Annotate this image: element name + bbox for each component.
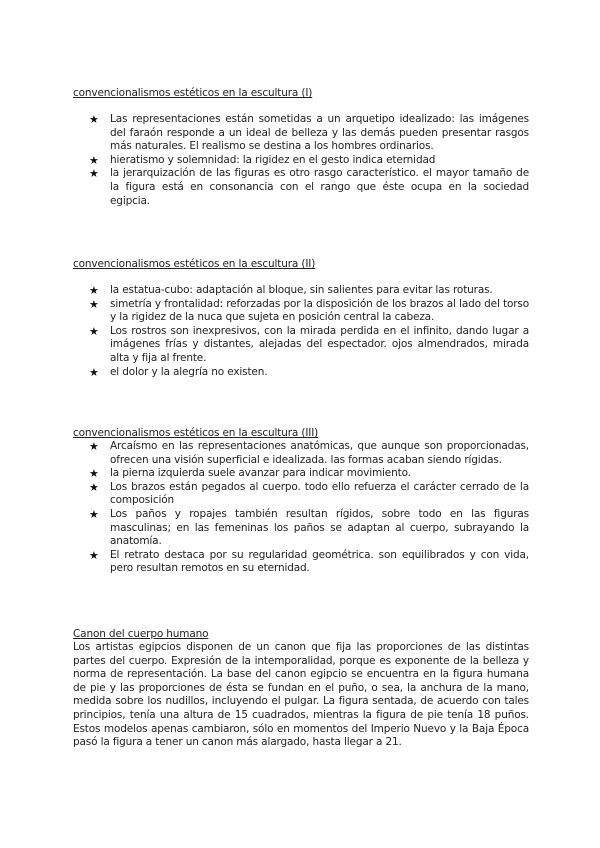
section-1 <box>73 86 529 208</box>
list-item <box>73 481 529 508</box>
list-item-text: simetría y frontalidad: reforzadas por la disposición de los brazos al lado del torso y la rigidez de la nuca que sujeta en posición central la cabeza. <box>110 297 529 324</box>
list-item <box>73 467 529 481</box>
star-bullet-icon: ★ <box>89 480 99 494</box>
list-item <box>73 154 529 168</box>
list-item <box>73 440 529 467</box>
section-3 <box>73 426 529 576</box>
star-bullet-icon: ★ <box>89 324 99 338</box>
list-item-text: El retrato destaca por su regularidad geométrica. son equilibrados y con vida, pero resultan remotos en su eternidad. <box>110 548 529 575</box>
list-item <box>73 113 529 154</box>
section-2 <box>73 257 529 379</box>
star-bullet-icon: ★ <box>89 297 99 311</box>
star-bullet-icon: ★ <box>89 365 99 379</box>
section-3-heading: convencionalismos estéticos en la escultura (III) <box>73 427 319 439</box>
list-item <box>73 284 529 298</box>
section-1-heading: convencionalismos estéticos en la escultura (I) <box>73 87 313 99</box>
list-item-text: hieratismo y solemnidad: la rigidez en el gesto indica eternidad <box>110 153 436 166</box>
list-item-text: el dolor y la alegría no existen. <box>110 365 268 378</box>
list-item <box>73 508 529 549</box>
star-bullet-icon: ★ <box>89 167 99 181</box>
list-item-text: la pierna izquierda suele avanzar para indicar movimiento. <box>110 467 411 480</box>
list-item-text: Los brazos están pegados al cuerpo. todo ello refuerza el carácter cerrado de la composición <box>110 480 529 507</box>
star-bullet-icon: ★ <box>89 548 99 562</box>
section-2-heading: convencionalismos estéticos en la escultura (II) <box>73 258 316 270</box>
list-item-text: Los rostros son inexpresivos, con la mirada perdida en el infinito, dando lugar a imágenes frías y distantes, alejadas del espectador. ojos almendrados, mirada alta y fija al frente. <box>110 324 529 364</box>
star-bullet-icon: ★ <box>89 440 99 453</box>
list-item-text: la jerarquización de las figuras es otro rasgo característico. el mayor tamaño de la figura está en consonancia con el rango que éste ocupa en la sociedad egipcia. <box>110 167 529 207</box>
canon-heading: Canon del cuerpo humano <box>73 628 209 640</box>
list-item <box>73 298 529 325</box>
list-item-text: la estatua-cubo: adaptación al bloque, sin salientes para evitar las roturas. <box>110 284 493 296</box>
canon-paragraph: Los artistas egipcios disponen de un canon que fija las proporciones de las distintas partes del cuerpo. Expresión de la intemporalidad, porque es exponente de la belleza y norma de representación. La base del canon egipcio se encuentra en la figura humana de pie y las proporciones de ésta se fundan en el puño, o sea, la anchura de la mano, medida sobre los nudillos, incluyendo el pulgar. La figura sentada, de acuerdo con tales principios, tenía una altura de 15 cuadrados, mientras la figura de pie tenía 18 puños. Estos modelos apenas cambiaron, sólo en momentos del Imperio Nuevo y la Baja Época pasó la figura a tener un canon más alargado, hasta llegar a 21. <box>73 641 529 749</box>
list-item <box>73 325 529 366</box>
star-bullet-icon: ★ <box>89 467 99 481</box>
list-item-text: Las representaciones están sometidas a un arquetipo idealizado: las imágenes del faraón responde a un ideal de belleza y las demás pueden presentar rasgos más naturales. El realismo se destina a los hombres ordinarios. <box>110 113 529 153</box>
star-bullet-icon: ★ <box>89 284 99 297</box>
star-bullet-icon: ★ <box>89 113 99 126</box>
list-item-text: Los paños y ropajes también resultan rígidos, sobre todo en las figuras masculinas; en las femeninas los paños se adaptan al cuerpo, subrayando la anatomía. <box>110 507 529 548</box>
list-item <box>73 366 529 380</box>
star-bullet-icon: ★ <box>89 153 99 167</box>
section-1-list <box>73 113 529 208</box>
list-item <box>73 167 529 208</box>
canon-section <box>73 627 529 750</box>
list-item-text: Arcaísmo en las representaciones anatómicas, que aunque son proporcionadas, ofrecen una visión superficial e idealizada. las formas acaban siendo rígidas. <box>110 440 529 466</box>
list-item <box>73 549 529 576</box>
star-bullet-icon: ★ <box>89 507 99 521</box>
section-3-list <box>73 440 529 576</box>
section-2-list <box>73 284 529 379</box>
